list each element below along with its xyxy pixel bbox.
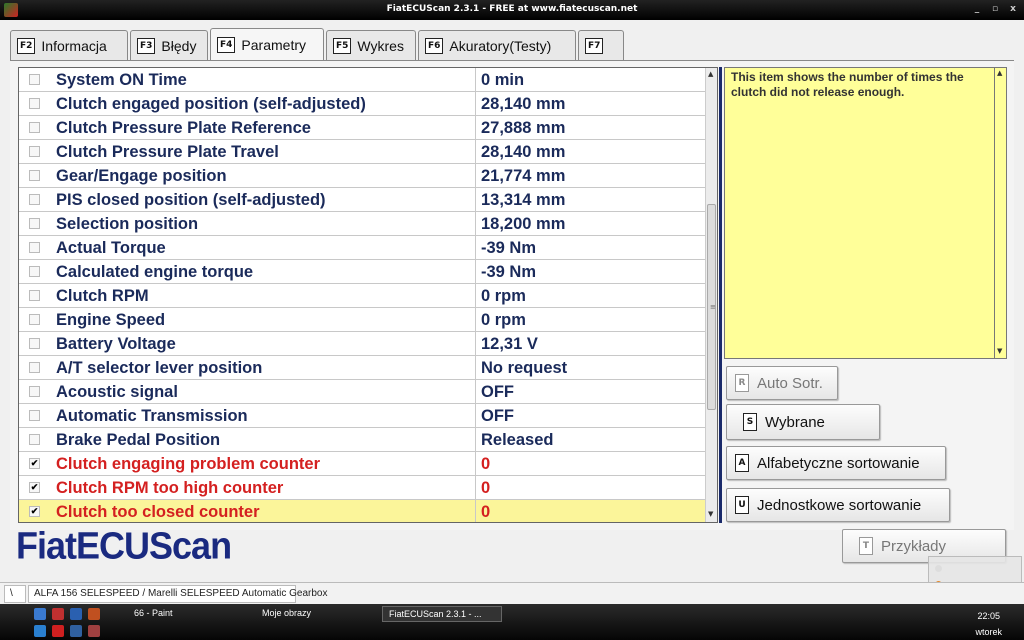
window-title: FiatECUScan 2.3.1 - FREE at www.fiatecuscan.net bbox=[386, 4, 638, 14]
fkey-badge: F2 bbox=[17, 38, 35, 54]
parameter-name: Selection position bbox=[56, 215, 199, 233]
parameter-value: 0 bbox=[481, 455, 491, 473]
parameter-name: Clutch engaged position (self-adjusted) bbox=[56, 95, 366, 113]
parameter-value: 21,774 mm bbox=[481, 167, 566, 185]
tab-bledy[interactable] bbox=[130, 30, 208, 60]
app-logo: FiatECUScan bbox=[16, 523, 232, 567]
key-badge: T bbox=[859, 537, 873, 555]
column-separator bbox=[475, 92, 476, 115]
table-row[interactable] bbox=[19, 92, 705, 116]
table-row[interactable] bbox=[19, 380, 705, 404]
scroll-up-icon[interactable]: ▲ bbox=[708, 70, 714, 78]
row-checkbox[interactable] bbox=[29, 314, 40, 325]
table-row[interactable] bbox=[19, 404, 705, 428]
scroll-down-icon[interactable]: ▼ bbox=[997, 347, 1003, 355]
row-checkbox[interactable] bbox=[29, 434, 40, 445]
column-separator bbox=[475, 164, 476, 187]
parameter-name: Brake Pedal Position bbox=[56, 431, 221, 449]
parameter-name: Clutch Pressure Plate Reference bbox=[56, 119, 311, 137]
row-checkbox[interactable] bbox=[29, 338, 40, 349]
table-row[interactable] bbox=[19, 284, 705, 308]
os-taskbar bbox=[0, 604, 1024, 640]
quicklaunch-icon[interactable] bbox=[70, 608, 82, 620]
tab-label: Parametry bbox=[241, 36, 306, 53]
row-checkbox[interactable]: ✔ bbox=[30, 458, 39, 468]
parameter-value: 18,200 mm bbox=[481, 215, 566, 233]
column-separator bbox=[475, 260, 476, 283]
selected-button[interactable] bbox=[726, 404, 880, 440]
parameter-name: A/T selector lever position bbox=[56, 359, 263, 377]
row-checkbox[interactable]: ✔ bbox=[30, 506, 39, 516]
row-checkbox[interactable] bbox=[29, 242, 40, 253]
taskbar-fiatecuscan[interactable]: FiatECUScan 2.3.1 - ... bbox=[382, 606, 502, 622]
scroll-down-icon[interactable]: ▼ bbox=[708, 510, 714, 518]
column-separator bbox=[475, 380, 476, 403]
row-checkbox[interactable] bbox=[29, 170, 40, 181]
description-box: This item shows the number of times the clutch did not release enough. bbox=[724, 67, 995, 359]
parameter-name: Acoustic signal bbox=[56, 383, 178, 401]
clock-time: 22:05 bbox=[977, 611, 1000, 621]
tab-label: Akuratory(Testy) bbox=[449, 37, 552, 54]
browser-icon[interactable] bbox=[34, 625, 46, 637]
table-row[interactable] bbox=[19, 308, 705, 332]
column-separator bbox=[475, 452, 476, 475]
table-scrollbar[interactable] bbox=[705, 68, 717, 522]
column-separator bbox=[475, 116, 476, 139]
status-bar bbox=[0, 582, 1024, 604]
table-row[interactable] bbox=[19, 356, 705, 380]
table-row[interactable] bbox=[19, 500, 705, 523]
column-separator bbox=[475, 236, 476, 259]
parameter-name: Clutch engaging problem counter bbox=[56, 455, 321, 473]
parameter-value: 0 rpm bbox=[481, 287, 526, 305]
tab-wykres[interactable] bbox=[326, 30, 416, 60]
column-separator bbox=[475, 332, 476, 355]
button-label: Jednostkowe sortowanie bbox=[757, 496, 922, 514]
row-checkbox[interactable] bbox=[29, 146, 40, 157]
column-separator bbox=[475, 356, 476, 379]
parameter-value: 13,314 mm bbox=[481, 191, 566, 209]
table-row[interactable] bbox=[19, 164, 705, 188]
parameter-name: Battery Voltage bbox=[56, 335, 176, 353]
parameter-name: PIS closed position (self-adjusted) bbox=[56, 191, 326, 209]
button-label: Przykłady bbox=[881, 537, 947, 555]
fkey-badge: F4 bbox=[217, 37, 235, 53]
row-checkbox[interactable]: ✔ bbox=[30, 482, 39, 492]
button-label: Alfabetyczne sortowanie bbox=[757, 454, 920, 472]
row-checkbox[interactable] bbox=[29, 194, 40, 205]
alphabetical-sort-button[interactable] bbox=[726, 446, 946, 480]
column-separator bbox=[475, 188, 476, 211]
tab-label: Informacja bbox=[41, 37, 107, 54]
tab-parametry[interactable] bbox=[210, 28, 324, 60]
parameter-name: Clutch RPM bbox=[56, 287, 149, 305]
table-row[interactable] bbox=[19, 332, 705, 356]
key-badge: U bbox=[735, 496, 749, 514]
clock-day: wtorek bbox=[975, 627, 1002, 637]
fkey-badge: F7 bbox=[585, 38, 603, 54]
parameter-name: Calculated engine torque bbox=[56, 263, 254, 281]
window-titlebar bbox=[0, 0, 1024, 20]
row-checkbox[interactable] bbox=[29, 362, 40, 373]
parameter-name: Gear/Engage position bbox=[56, 167, 227, 185]
column-separator bbox=[475, 140, 476, 163]
indicator-dot bbox=[935, 565, 942, 572]
row-checkbox[interactable] bbox=[29, 410, 40, 421]
parameter-value: Released bbox=[481, 431, 554, 449]
close-button[interactable]: x bbox=[1010, 4, 1016, 14]
table-row[interactable] bbox=[19, 452, 705, 476]
column-separator bbox=[475, 500, 476, 523]
parameter-value: OFF bbox=[481, 407, 514, 425]
parameter-value: 0 rpm bbox=[481, 311, 526, 329]
quicklaunch-icon[interactable] bbox=[88, 625, 100, 637]
fkey-badge: F6 bbox=[425, 38, 443, 54]
parameter-name: Clutch RPM too high counter bbox=[56, 479, 284, 497]
show-desktop-icon[interactable] bbox=[34, 608, 46, 620]
minimize-button[interactable]: _ bbox=[974, 4, 980, 14]
key-badge: R bbox=[735, 374, 749, 392]
table-row[interactable] bbox=[19, 212, 705, 236]
quicklaunch-icon[interactable] bbox=[88, 608, 100, 620]
tab-label: Wykres bbox=[357, 37, 404, 54]
table-row[interactable] bbox=[19, 68, 705, 92]
taskbar-folder[interactable]: Moje obrazy bbox=[262, 608, 312, 618]
column-separator bbox=[475, 404, 476, 427]
table-row[interactable] bbox=[19, 116, 705, 140]
button-label: Wybrane bbox=[765, 413, 825, 431]
parameter-value: 0 bbox=[481, 503, 491, 521]
column-separator bbox=[475, 308, 476, 331]
tab-label: Błędy bbox=[161, 37, 197, 54]
parameter-name: System ON Time bbox=[56, 71, 187, 89]
fkey-badge: F3 bbox=[137, 38, 155, 54]
tab-f7[interactable] bbox=[578, 30, 624, 60]
row-checkbox[interactable] bbox=[29, 290, 40, 301]
parameter-value: OFF bbox=[481, 383, 514, 401]
quicklaunch-icon[interactable] bbox=[52, 608, 64, 620]
parameter-value: -39 Nm bbox=[481, 239, 537, 257]
table-row[interactable] bbox=[19, 428, 705, 452]
scrollbar-thumb[interactable] bbox=[707, 204, 716, 410]
column-separator bbox=[475, 212, 476, 235]
parameters-table bbox=[18, 67, 718, 523]
table-row[interactable] bbox=[19, 140, 705, 164]
parameter-value: 27,888 mm bbox=[481, 119, 566, 137]
vehicle-info: ALFA 156 SELESPEED / Marelli SELESPEED Automatic Gearbox bbox=[28, 585, 296, 603]
parameter-name: Clutch too closed counter bbox=[56, 503, 260, 521]
column-separator bbox=[475, 284, 476, 307]
key-badge: A bbox=[735, 454, 749, 472]
unit-sort-button[interactable] bbox=[726, 488, 950, 522]
row-checkbox[interactable] bbox=[29, 218, 40, 229]
taskbar-clock[interactable] bbox=[975, 608, 1002, 640]
table-row[interactable] bbox=[19, 476, 705, 500]
tab-akuratory[interactable] bbox=[418, 30, 576, 60]
auto-sort-button[interactable] bbox=[726, 366, 838, 400]
key-badge: S bbox=[743, 413, 757, 431]
column-separator bbox=[475, 68, 476, 91]
column-separator bbox=[475, 428, 476, 451]
taskbar-paint[interactable]: 66 - Paint bbox=[134, 608, 173, 618]
table-row[interactable] bbox=[19, 260, 705, 284]
button-label: Auto Sotr. bbox=[757, 374, 823, 392]
opera-icon[interactable] bbox=[52, 625, 64, 637]
maximize-button[interactable]: ▫ bbox=[991, 4, 999, 14]
table-row[interactable] bbox=[19, 236, 705, 260]
parameter-name: Clutch Pressure Plate Travel bbox=[56, 143, 279, 161]
fkey-badge: F5 bbox=[333, 38, 351, 54]
row-checkbox[interactable] bbox=[29, 98, 40, 109]
table-row[interactable] bbox=[19, 188, 705, 212]
parameter-value: No request bbox=[481, 359, 568, 377]
scroll-up-icon[interactable]: ▲ bbox=[997, 69, 1003, 77]
parameter-name: Automatic Transmission bbox=[56, 407, 248, 425]
row-checkbox[interactable] bbox=[29, 386, 40, 397]
parameter-value: 0 min bbox=[481, 71, 525, 89]
column-separator bbox=[475, 476, 476, 499]
parameter-name: Actual Torque bbox=[56, 239, 166, 257]
parameter-value: 28,140 mm bbox=[481, 95, 566, 113]
row-checkbox[interactable] bbox=[29, 122, 40, 133]
status-indicator: \ bbox=[4, 585, 26, 603]
tab-informacja[interactable] bbox=[10, 30, 128, 60]
tab-bar bbox=[10, 30, 626, 60]
parameter-value: 28,140 mm bbox=[481, 143, 566, 161]
panel-divider[interactable] bbox=[719, 67, 722, 523]
quicklaunch-icon[interactable] bbox=[70, 625, 82, 637]
description-scrollbar[interactable] bbox=[995, 67, 1007, 359]
row-checkbox[interactable] bbox=[29, 266, 40, 277]
parameter-value: 0 bbox=[481, 479, 491, 497]
parameter-name: Engine Speed bbox=[56, 311, 166, 329]
grip-icon: ≡ bbox=[710, 303, 716, 311]
parameter-value: -39 Nm bbox=[481, 263, 537, 281]
row-checkbox[interactable] bbox=[29, 74, 40, 85]
parameter-value: 12,31 V bbox=[481, 335, 538, 353]
